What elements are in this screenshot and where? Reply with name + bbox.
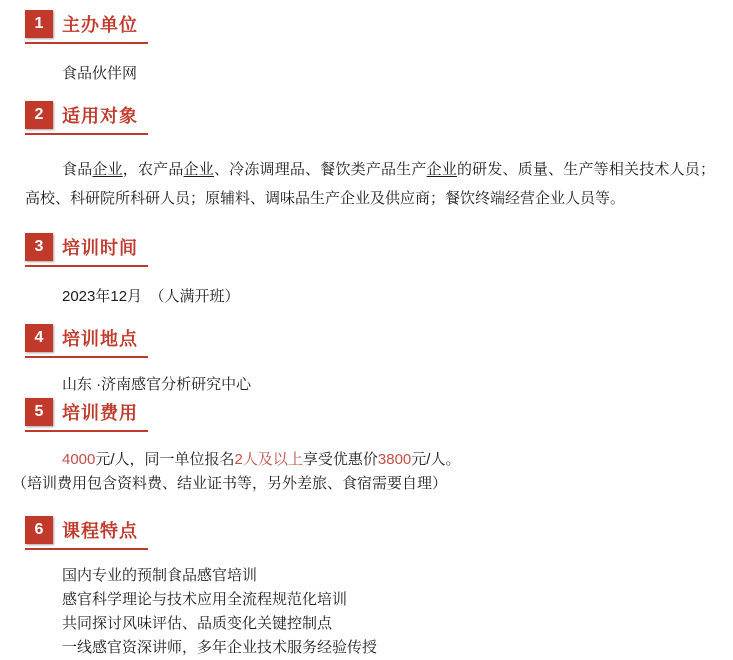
section-title: 培训费用 [62,403,138,423]
fee-note-text: （培训费用包含资料费、结业证书等，另外差旅、食宿需要自理） [12,475,448,492]
section-number-badge: 4 [25,324,53,352]
text-segment: 食品 [62,161,93,178]
section-course-features [25,496,713,660]
course-feature-list [62,564,713,660]
section-title: 培训地点 [62,329,138,349]
keyword-link[interactable]: 企业 [426,161,457,178]
section-audience-header [25,101,148,135]
fee-text [62,448,713,472]
section-training-fee-header [25,398,148,432]
section-training-time-header [25,233,148,267]
course-feature-item: 国内专业的预制食品感官培训 [62,567,258,584]
highlight-text: 3800 [377,451,412,468]
section-training-fee [12,394,713,496]
audience-paragraph [25,155,715,213]
section-training-time [25,213,713,306]
text-segment: 享受优惠价 [302,451,378,468]
section-audience [25,83,713,213]
text-segment: ，农产品 [122,161,184,178]
section-number-badge: 2 [25,101,53,129]
section-number-badge: 6 [25,516,53,544]
keyword-link[interactable]: 企业 [92,161,123,178]
highlight-text: 2人及以上 [234,451,303,468]
organizer-text: 食品伙伴网 [62,65,138,82]
section-title: 适用对象 [62,106,138,126]
text-segment: 元/人，同一单位报名 [95,451,235,468]
text-segment: 元/人。 [411,451,461,468]
section-title: 课程特点 [62,521,138,541]
course-feature-item: 一线感官资深讲师，多年企业技术服务经验传授 [62,639,378,656]
section-number-badge: 5 [25,398,53,426]
section-course-features-header [25,516,148,550]
keyword-link[interactable]: 企业 [183,161,214,178]
highlight-text: 4000 [62,451,96,468]
section-number-badge: 3 [25,233,53,261]
section-training-location [25,306,713,394]
course-feature-item: 感官科学理论与技术应用全流程规范化培训 [62,591,348,608]
course-feature-item: 共同探讨风味评估、品质变化关键控制点 [62,615,333,632]
text-segment: 、冷冻调理品、餐饮类产品生产 [213,161,427,178]
training-location-text: 山东 ·济南感官分析研究中心 [62,376,252,393]
text-segment: 的研发、质量、生产等相关技术人员；高校、科研院所科研人员；原辅料、调味品生产企业及供应商；餐饮终端经营企业人员等。 [25,161,715,207]
section-title: 培训时间 [62,238,138,258]
training-time-text: 2023年12月 （人满开班） [62,288,240,305]
section-training-location-header [25,324,148,358]
section-number-badge: 1 [25,10,53,38]
section-organizer [25,0,713,83]
section-organizer-header [25,10,148,44]
section-title: 主办单位 [62,15,138,35]
